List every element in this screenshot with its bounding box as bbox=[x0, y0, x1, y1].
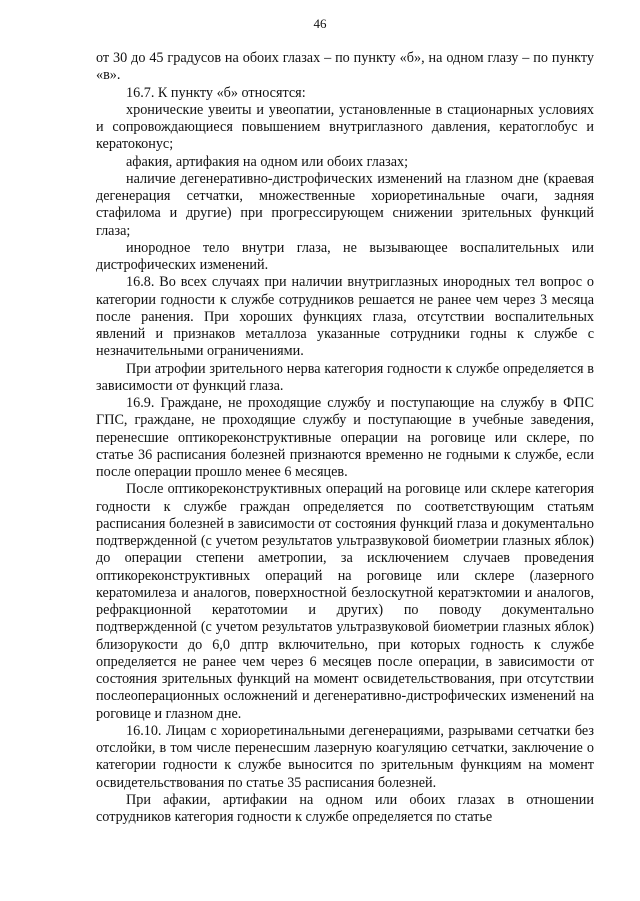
paragraph-1: от 30 до 45 градусов на обоих глазах – по пункту «б», на одном глазу – по пункту «в». bbox=[96, 50, 594, 84]
paragraph-3: хронические увеиты и увеопатии, установленные в стационарных условиях и сопровождающиеся повышением внутриглазного давления, кератоглобус и кератоконус; bbox=[96, 101, 594, 153]
paragraph-9: 16.9. Граждане, не проходящие службу и поступающие на службу в ФПС ГПС, граждане, не проходящие службу и поступающие в учебные заведения, перенесшие оптикореконструктивные операции на роговице или склере, по статье 36 расписания болезней признаются временно не годными к службе, если после операции прошло менее 6 месяцев. bbox=[96, 395, 594, 480]
paragraph-4: афакия, артифакия на одном или обоих глазах; bbox=[126, 153, 409, 170]
body-text bbox=[96, 50, 594, 826]
paragraph-2: 16.7. К пункту «б» относятся: bbox=[126, 84, 306, 101]
paragraph-8: При атрофии зрительного нерва категория годности к службе определяется в зависимости от функций глаза. bbox=[96, 360, 594, 394]
paragraph-12: При афакии, артифакии на одном или обоих глазах в отношении сотрудников категория годности к службе определяется по статье bbox=[96, 791, 594, 825]
paragraph-5: наличие дегенеративно-дистрофических изменений на глазном дне (краевая дегенерация сетчатки, множественные хориоретинальные очаги, задняя стафилома и другие) при прогрессирующем снижении зрительных функций глаза; bbox=[96, 170, 594, 239]
paragraph-7: 16.8. Во всех случаях при наличии внутриглазных инородных тел вопрос о категории годности к службе сотрудников решается не ранее чем через 3 месяца после ранения. При хороших функциях глаза, отсутствии воспалительных явлений и признаков металлоза указанные сотрудники годны к службе с незначительными ограничениями. bbox=[96, 274, 594, 360]
paragraph-11: 16.10. Лицам с хориоретинальными дегенерациями, разрывами сетчатки без отслойки, в том числе перенесшим лазерную коагуляцию сетчатки, заключение о категории годности к службе выносится по зрительным функциям на момент освидетельствования по статье 35 расписания болезней. bbox=[96, 722, 594, 791]
page-number: 46 bbox=[313, 16, 327, 31]
paragraph-10: После оптикореконструктивных операций на роговице или склере категория годности к службе граждан определяется по соответствующим статьям расписания болезней в зависимости от состояния функций глаза и документально подтвержденной (с учетом результатов ультразвуковой биометрии глазных яблок) до операции степени аметропии, за исключением случаев проведения оптикореконструктивных операций на роговице или склере (лазерного кератомилеза и аналогов, поверхностной безлоскутной кератэктомии и аналогов, рефракционной кератотомии и других) по поводу документально подтвержденной (с учетом результатов ультразвуковой биометрии глазных яблок) близорукости до 6,0 дптр включительно, при которых годность к службе определяется не ранее чем через 6 месяцев после операции, в зависимости от состояния зрительных функций на момент освидетельствования, при отсутствии послеоперационных осложнений и дегенеративно-дистрофических изменений на роговице и глазном дне. bbox=[96, 481, 594, 722]
paragraph-6: инородное тело внутри глаза, не вызывающее воспалительных или дистрофических изменений. bbox=[96, 239, 594, 273]
